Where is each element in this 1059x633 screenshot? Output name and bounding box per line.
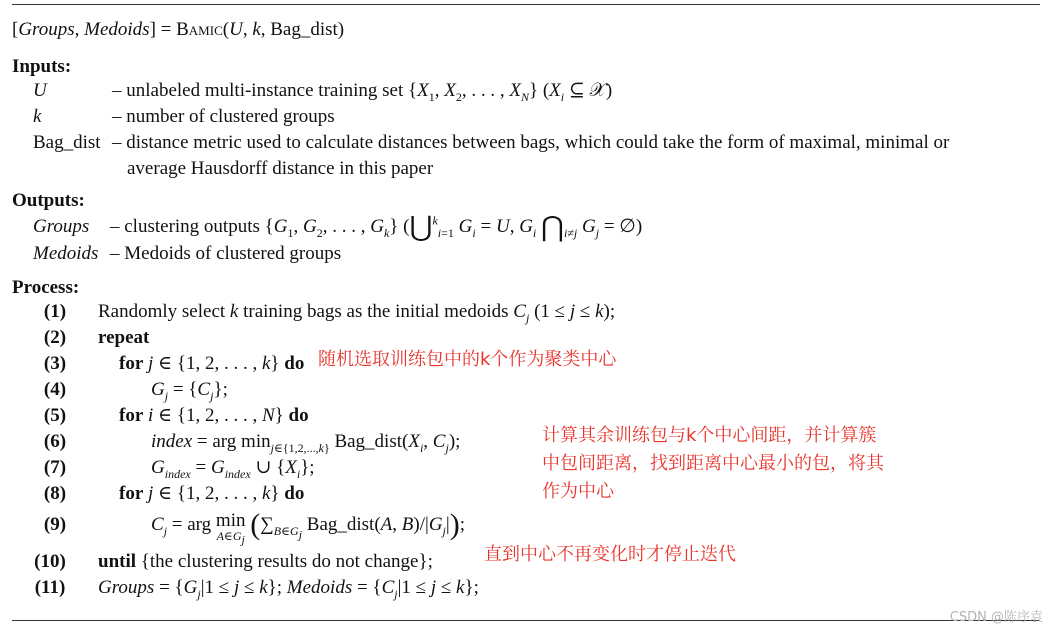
step-number: (10) [34, 551, 66, 572]
input-name-k: k [33, 106, 42, 127]
step-number: (2) [43, 327, 67, 348]
step-1: Randomly select k training bags as the initial medoids $C_j$ (1 ≤ j ≤ k); [98, 301, 616, 325]
step-number: (6) [43, 431, 67, 452]
step-number: (4) [43, 379, 67, 400]
step-9: $C_j$ = arg min $A\in G_j$ ($\sum_{B\in G_j}$ Bag_dist(A, $B)/|G_j|$); [151, 508, 465, 547]
annotation-compute-distance-1: 计算其余训练包与k个中心间距，并计算簇 [542, 425, 877, 446]
step-number: (7) [43, 457, 67, 478]
step-number: (9) [43, 514, 67, 535]
step-7: $G_{index} = G_{index}$ ∪ $\{X_i\}$; [151, 457, 315, 481]
step-3: for j ∈ {1, 2, . . . , k} do [119, 353, 305, 374]
annotation-stop-iteration: 直到中心不再变化时才停止迭代 [484, 544, 736, 565]
output-name-groups: Groups [33, 216, 90, 237]
inputs-heading: Inputs: [12, 56, 72, 77]
step-10: until {the clustering results do not change}; [98, 551, 433, 572]
step-number: (8) [43, 483, 67, 504]
watermark: CSDN @陈序袁 [949, 610, 1043, 625]
output-desc-groups: – clustering outputs {$G_1$, $G_2$, . . . , $G_k$} (⋃$^k_{i=1}$ $G_i = U$, $G_i$ $⋂_{i\ne j}$ $G_j$ = ∅) [110, 212, 643, 243]
bottom-rule [12, 620, 1040, 621]
step-11: Groups = $\{G_j|1 \le j \le k\}$; Medoids = $\{C_j|1 \le j \le k\}$; [98, 577, 479, 601]
top-rule [12, 4, 1040, 5]
input-desc-bagdist: – distance metric used to calculate distances between bags, which could take the form of maximal, minimal or [112, 132, 950, 153]
step-5: for i ∈ {1, 2, . . . , N} do [119, 405, 309, 426]
step-4: $G_j = \{C_j\}$; [151, 379, 228, 403]
step-2: repeat [98, 327, 150, 348]
annotation-compute-distance-2: 中包间距离，找到距离中心最小的包，将其 [542, 453, 884, 474]
step-number: (3) [43, 353, 67, 374]
step-number: (5) [43, 405, 67, 426]
input-name-bagdist: Bag_dist [33, 132, 101, 153]
step-number: (11) [34, 577, 66, 598]
input-desc-u: – unlabeled multi-instance training set {$X_1$, $X_2$, . . . , $X_N$} ($X_i$ ⊆ 𝒳) [112, 80, 613, 104]
annotation-random-select: 随机选取训练包中的k个作为聚类中心 [318, 349, 617, 370]
input-name-u: U [33, 80, 47, 101]
output-name-medoids: Medoids [33, 243, 99, 264]
process-heading: Process: [12, 277, 80, 298]
step-number: (1) [43, 301, 67, 322]
output-desc-medoids: – Medoids of clustered groups [110, 243, 342, 264]
annotation-compute-distance-3: 作为中心 [542, 481, 614, 502]
algorithm-signature: [Groups, Medoids] = Bamic(U, k, Bag_dist) [12, 19, 345, 40]
input-desc-bagdist-2: average Hausdorff distance in this paper [127, 158, 434, 179]
outputs-heading: Outputs: [12, 190, 85, 211]
input-desc-k: – number of clustered groups [112, 106, 335, 127]
step-8: for j ∈ {1, 2, . . . , k} do [119, 483, 305, 504]
step-6: index = arg $\min_{j\in\{1,2,...,k\}}$ $Bag\_dist(X_i$, $C_j$); [151, 431, 461, 455]
algorithm-name: Bamic [176, 19, 223, 40]
